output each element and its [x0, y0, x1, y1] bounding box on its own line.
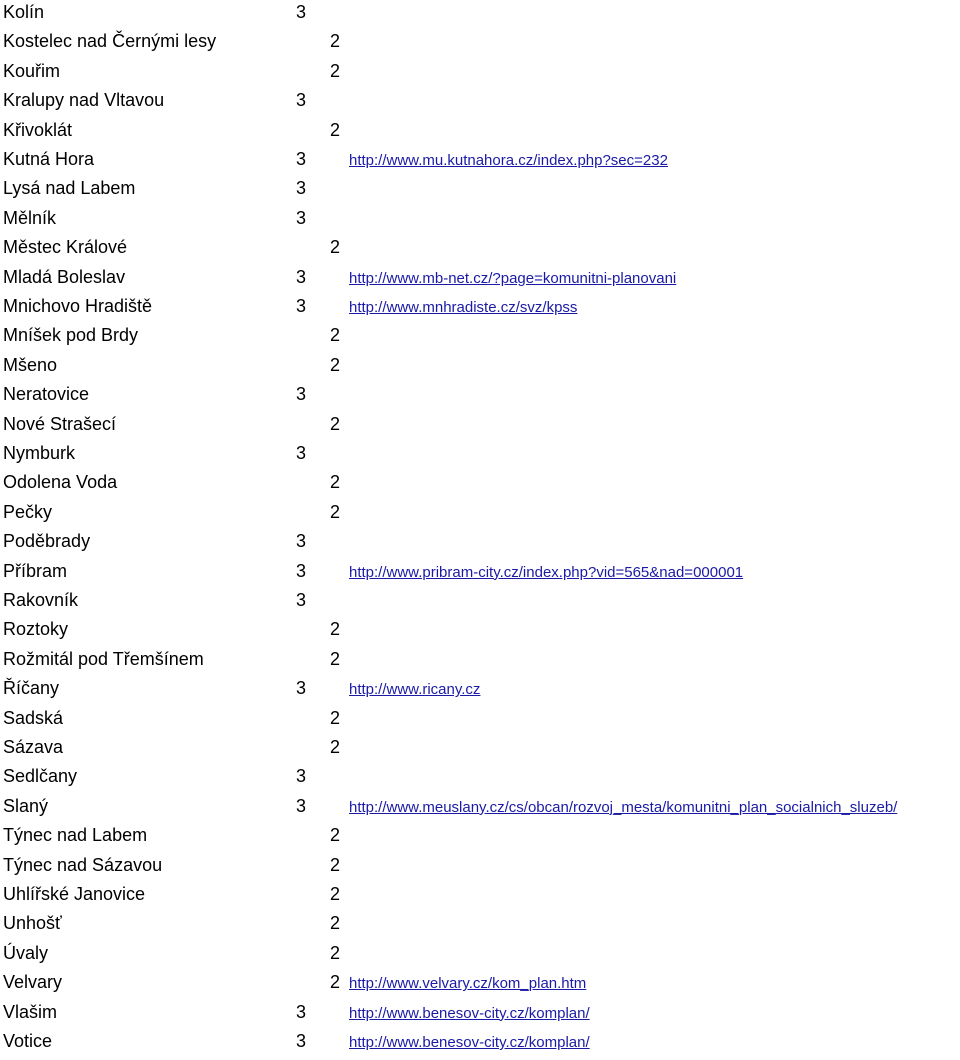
community-plan-link[interactable]: http://www.pribram-city.cz/index.php?vid=565&nad=000001 — [349, 563, 744, 581]
municipality-level: 2 — [330, 31, 341, 52]
municipality-level: 3 — [296, 1031, 307, 1051]
municipality-name: Příbram — [3, 560, 68, 581]
table-row — [0, 176, 960, 205]
municipality-name: Týnec nad Labem — [3, 825, 148, 846]
municipality-name: Kolín — [3, 2, 45, 22]
table-row — [0, 1000, 960, 1029]
municipality-name: Unhošť — [3, 913, 62, 934]
municipality-level: 2 — [330, 619, 341, 640]
table-row — [0, 882, 960, 911]
municipality-level: 3 — [296, 384, 307, 405]
table-row — [0, 412, 960, 441]
municipality-name: Vlašim — [3, 1001, 58, 1022]
table-row — [0, 559, 960, 588]
municipality-name: Sázava — [3, 737, 64, 757]
table-row — [0, 647, 960, 676]
municipality-level: 3 — [296, 1001, 307, 1022]
community-plan-link[interactable]: http://www.mnhradiste.cz/svz/kpss — [349, 299, 578, 316]
municipality-level: 3 — [296, 207, 307, 228]
municipality-level: 2 — [330, 354, 341, 375]
municipality-name: Neratovice — [3, 384, 90, 405]
municipality-level: 2 — [330, 413, 341, 434]
municipality-name: Říčany — [3, 678, 60, 699]
table-row — [0, 353, 960, 382]
municipality-level: 2 — [330, 119, 341, 140]
municipality-level: 3 — [296, 90, 307, 111]
community-plan-link[interactable]: http://www.mb-net.cz/?page=komunitni-planovani — [349, 269, 677, 287]
community-plan-link[interactable]: http://www.benesov-city.cz/komplan/ — [349, 1034, 590, 1051]
table-row — [0, 853, 960, 882]
table-row — [0, 206, 960, 235]
municipality-name: Nymburk — [3, 443, 76, 463]
municipality-name: Rakovník — [3, 590, 79, 610]
municipality-level: 2 — [330, 737, 341, 757]
municipality-name: Kouřim — [3, 60, 61, 81]
municipality-level: 2 — [330, 472, 341, 493]
municipality-level: 2 — [330, 972, 341, 993]
table-row — [0, 441, 960, 470]
community-plan-link[interactable]: http://www.velvary.cz/kom_plan.htm — [349, 975, 587, 993]
municipality-name: Rožmitál pod Třemšínem — [3, 648, 204, 669]
table-row — [0, 706, 960, 735]
table-row — [0, 911, 960, 940]
municipality-name: Mladá Boleslav — [3, 266, 126, 287]
municipality-name: Mělník — [3, 207, 57, 228]
municipality-name: Mnichovo Hradiště — [3, 296, 153, 316]
table-row — [0, 764, 960, 793]
table-row — [0, 970, 960, 999]
municipality-level: 3 — [296, 678, 307, 699]
table-row — [0, 941, 960, 970]
municipality-name: Velvary — [3, 972, 63, 993]
table-row — [0, 235, 960, 264]
table-row — [0, 794, 960, 823]
municipality-name: Sedlčany — [3, 766, 78, 787]
table-row — [0, 323, 960, 352]
municipality-level: 2 — [330, 942, 341, 963]
table-row — [0, 294, 960, 323]
municipality-level: 3 — [296, 795, 307, 816]
municipality-level: 3 — [296, 766, 307, 787]
table-row — [0, 147, 960, 176]
table-row — [0, 823, 960, 852]
table-row — [0, 529, 960, 558]
municipality-level: 2 — [330, 325, 341, 346]
municipality-name: Kutná Hora — [3, 149, 95, 169]
table-row — [0, 265, 960, 294]
municipality-name: Uhlířské Janovice — [3, 884, 146, 904]
municipality-level: 2 — [330, 884, 341, 904]
municipality-name: Úvaly — [3, 942, 49, 963]
table-row — [0, 88, 960, 117]
municipality-name: Mšeno — [3, 354, 58, 375]
municipality-level: 3 — [296, 178, 307, 199]
table-row — [0, 500, 960, 529]
municipality-level: 3 — [296, 560, 307, 581]
municipality-level: 3 — [296, 2, 307, 22]
table-row — [0, 735, 960, 764]
table-row — [0, 118, 960, 147]
municipality-level: 2 — [330, 237, 341, 258]
table-row — [0, 1029, 960, 1058]
municipality-name: Sadská — [3, 707, 64, 728]
table-row — [0, 588, 960, 617]
table-row — [0, 382, 960, 411]
municipality-level: 2 — [330, 825, 341, 846]
municipality-level: 3 — [296, 590, 307, 610]
community-plan-link[interactable]: http://www.benesov-city.cz/komplan/ — [349, 1004, 590, 1022]
municipality-level: 3 — [296, 266, 307, 287]
municipality-level: 3 — [296, 443, 307, 463]
municipality-level: 3 — [296, 296, 307, 316]
municipality-name: Městec Králové — [3, 237, 128, 258]
municipality-level: 2 — [330, 854, 341, 875]
table-row — [0, 676, 960, 705]
municipality-name: Roztoky — [3, 619, 69, 640]
municipality-name: Mníšek pod Brdy — [3, 325, 139, 346]
municipality-level: 2 — [330, 913, 341, 934]
table-row — [0, 29, 960, 58]
municipality-level: 2 — [330, 501, 341, 522]
table-row — [0, 0, 960, 29]
municipality-name: Kostelec nad Černými lesy — [3, 31, 217, 52]
municipality-level: 2 — [330, 648, 341, 669]
table-row — [0, 59, 960, 88]
municipality-level: 3 — [296, 149, 307, 169]
municipality-name: Lysá nad Labem — [3, 178, 136, 199]
municipality-name: Odolena Voda — [3, 472, 118, 493]
municipality-level: 2 — [330, 60, 341, 81]
community-plan-link[interactable]: http://www.ricany.cz — [349, 681, 481, 699]
municipality-name: Pečky — [3, 501, 53, 522]
municipality-level: 2 — [330, 707, 341, 728]
municipality-level: 3 — [296, 531, 307, 552]
municipality-name: Poděbrady — [3, 531, 91, 552]
municipality-name: Nové Strašecí — [3, 413, 117, 434]
municipality-name: Slaný — [3, 795, 49, 816]
municipality-name: Votice — [3, 1031, 53, 1051]
municipality-name: Křivoklát — [3, 119, 73, 140]
community-plan-link[interactable]: http://www.meuslany.cz/cs/obcan/rozvoj_mesta/komunitni_plan_socialnich_sluzeb/ — [349, 798, 898, 816]
table-row — [0, 470, 960, 499]
table-row — [0, 617, 960, 646]
community-plan-link[interactable]: http://www.mu.kutnahora.cz/index.php?sec=232 — [349, 152, 668, 169]
municipality-name: Týnec nad Sázavou — [3, 854, 163, 875]
municipality-name: Kralupy nad Vltavou — [3, 90, 165, 111]
